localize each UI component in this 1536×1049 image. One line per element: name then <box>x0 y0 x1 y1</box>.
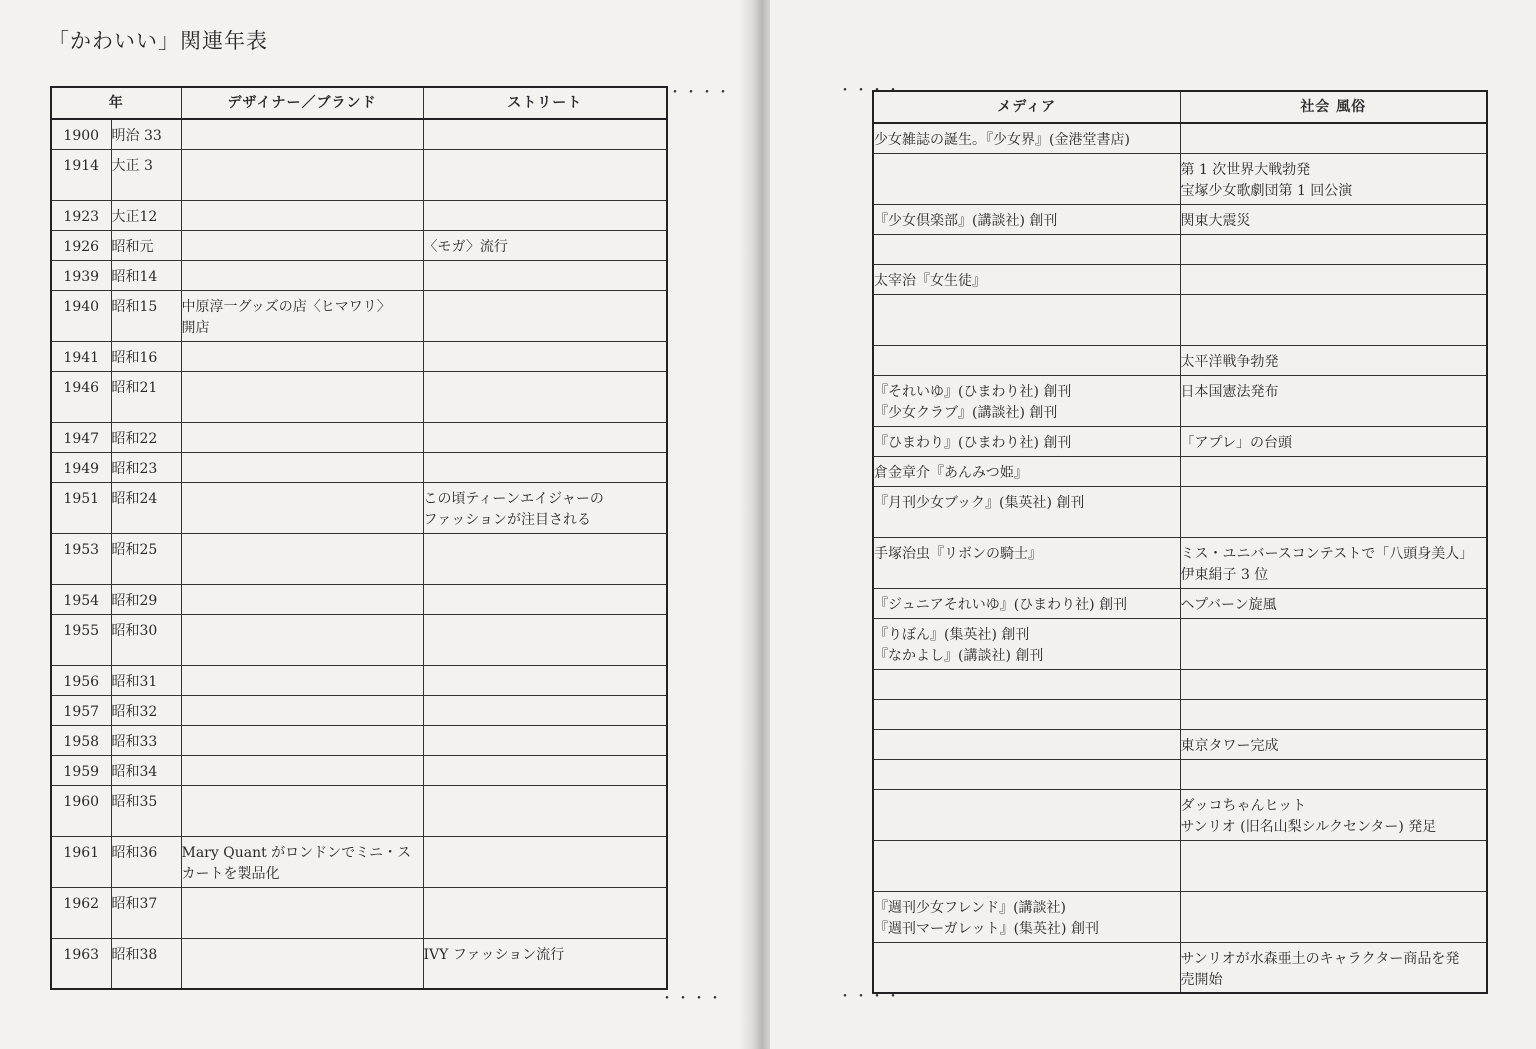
media-cell: 『少女倶楽部』(講談社) 創刊 <box>873 204 1180 234</box>
era-cell: 昭和33 <box>111 725 181 755</box>
street-cell <box>423 665 667 695</box>
table-row-right <box>873 456 1487 486</box>
designer-cell <box>181 260 423 290</box>
society-cell <box>1180 618 1487 669</box>
table-row-right <box>873 486 1487 537</box>
header-designer: デザイナー／ブランド <box>181 87 423 119</box>
era-cell: 明治 33 <box>111 119 181 149</box>
year-cell: 1961 <box>51 836 111 887</box>
year-cell: 1949 <box>51 452 111 482</box>
street-cell <box>423 836 667 887</box>
year-cell: 1947 <box>51 422 111 452</box>
society-cell: ダッコちゃんヒット サンリオ (旧名山梨シルクセンター) 発足 <box>1180 789 1487 840</box>
era-cell: 昭和38 <box>111 938 181 989</box>
header-year: 年 <box>51 87 181 119</box>
table-row <box>51 938 667 989</box>
table-row-right <box>873 759 1487 789</box>
table-row <box>51 584 667 614</box>
designer-cell <box>181 482 423 533</box>
street-cell: 〈モガ〉流行 <box>423 230 667 260</box>
street-cell <box>423 725 667 755</box>
year-cell: 1923 <box>51 200 111 230</box>
media-cell <box>873 153 1180 204</box>
designer-cell <box>181 584 423 614</box>
society-cell <box>1180 294 1487 345</box>
table-row <box>51 119 667 149</box>
street-cell <box>423 695 667 725</box>
left-table-body <box>51 119 667 989</box>
street-cell <box>423 614 667 665</box>
year-cell: 1939 <box>51 260 111 290</box>
table-row-right <box>873 537 1487 588</box>
era-cell: 昭和31 <box>111 665 181 695</box>
society-cell <box>1180 264 1487 294</box>
year-cell: 1941 <box>51 341 111 371</box>
society-cell: 日本国憲法発布 <box>1180 375 1487 426</box>
street-cell <box>423 200 667 230</box>
media-cell <box>873 699 1180 729</box>
era-cell: 昭和22 <box>111 422 181 452</box>
header-row-right <box>873 91 1487 123</box>
media-cell: 『週刊少女フレンド』(講談社) 『週刊マーガレット』(集英社) 創刊 <box>873 891 1180 942</box>
media-cell <box>873 729 1180 759</box>
header-street: ストリート <box>423 87 667 119</box>
era-cell: 昭和30 <box>111 614 181 665</box>
table-row <box>51 755 667 785</box>
table-row-right <box>873 669 1487 699</box>
table-row <box>51 695 667 725</box>
table-row-right <box>873 699 1487 729</box>
media-cell: 少女雑誌の誕生。『少女界』(金港堂書店) <box>873 123 1180 153</box>
year-cell: 1946 <box>51 371 111 422</box>
right-table-body <box>873 123 1487 993</box>
media-cell <box>873 234 1180 264</box>
year-cell: 1963 <box>51 938 111 989</box>
table-row <box>51 149 667 200</box>
designer-cell <box>181 614 423 665</box>
year-cell: 1951 <box>51 482 111 533</box>
media-cell: 『ジュニアそれいゆ』(ひまわり社) 創刊 <box>873 588 1180 618</box>
designer-cell <box>181 533 423 584</box>
designer-cell <box>181 149 423 200</box>
header-society: 社会 風俗 <box>1180 91 1487 123</box>
table-row <box>51 260 667 290</box>
continuation-mark-bottom: ・・・・ <box>660 991 724 1007</box>
year-cell: 1959 <box>51 755 111 785</box>
era-cell: 大正12 <box>111 200 181 230</box>
table-row <box>51 200 667 230</box>
era-cell: 昭和25 <box>111 533 181 584</box>
era-cell: 大正 3 <box>111 149 181 200</box>
year-cell: 1956 <box>51 665 111 695</box>
society-cell: 太平洋戦争勃発 <box>1180 345 1487 375</box>
street-cell: IVY ファッション流行 <box>423 938 667 989</box>
society-cell: サンリオが水森亜土のキャラクター商品を発 売開始 <box>1180 942 1487 993</box>
year-cell: 1900 <box>51 119 111 149</box>
designer-cell <box>181 371 423 422</box>
table-row <box>51 614 667 665</box>
street-cell <box>423 290 667 341</box>
timeline-table-left <box>50 86 668 990</box>
society-cell <box>1180 456 1487 486</box>
street-cell <box>423 119 667 149</box>
table-row-right <box>873 789 1487 840</box>
designer-cell <box>181 119 423 149</box>
table-row-right <box>873 234 1487 264</box>
street-cell <box>423 533 667 584</box>
table-row-right <box>873 840 1487 891</box>
society-cell <box>1180 891 1487 942</box>
era-cell: 昭和24 <box>111 482 181 533</box>
continuation-mark-top: ・・・・ <box>668 85 732 101</box>
table-row-right <box>873 891 1487 942</box>
year-cell: 1914 <box>51 149 111 200</box>
year-cell: 1926 <box>51 230 111 260</box>
society-cell: 東京タワー完成 <box>1180 729 1487 759</box>
designer-cell <box>181 422 423 452</box>
society-cell: 「アプレ」の台頭 <box>1180 426 1487 456</box>
era-cell: 昭和29 <box>111 584 181 614</box>
page-title: 「かわいい」関連年表 <box>48 29 268 53</box>
media-cell <box>873 294 1180 345</box>
timeline-table-right <box>872 90 1488 994</box>
media-cell <box>873 345 1180 375</box>
table-row-right <box>873 153 1487 204</box>
society-cell <box>1180 234 1487 264</box>
table-row-right <box>873 588 1487 618</box>
table-row-right <box>873 729 1487 759</box>
designer-cell <box>181 230 423 260</box>
society-cell: ミス・ユニバースコンテストで「八頭身美人」 伊東絹子 3 位 <box>1180 537 1487 588</box>
era-cell: 昭和15 <box>111 290 181 341</box>
society-cell: 第 1 次世界大戦勃発 宝塚少女歌劇団第 1 回公演 <box>1180 153 1487 204</box>
table-row <box>51 290 667 341</box>
society-cell <box>1180 669 1487 699</box>
header-media: メディア <box>873 91 1180 123</box>
table-row-right <box>873 375 1487 426</box>
header-row <box>51 87 667 119</box>
table-row <box>51 533 667 584</box>
table-row <box>51 452 667 482</box>
table-row-right <box>873 294 1487 345</box>
society-cell <box>1180 759 1487 789</box>
designer-cell: Mary Quant がロンドンでミニ・ス カートを製品化 <box>181 836 423 887</box>
year-cell: 1940 <box>51 290 111 341</box>
designer-cell <box>181 341 423 371</box>
table-row <box>51 230 667 260</box>
street-cell <box>423 422 667 452</box>
media-cell <box>873 669 1180 699</box>
table-row <box>51 341 667 371</box>
table-row <box>51 371 667 422</box>
society-cell: ヘプバーン旋風 <box>1180 588 1487 618</box>
table-row-right <box>873 264 1487 294</box>
media-cell: 『ひまわり』(ひまわり社) 創刊 <box>873 426 1180 456</box>
era-cell: 昭和34 <box>111 755 181 785</box>
street-cell <box>423 887 667 938</box>
table-row-right <box>873 345 1487 375</box>
era-cell: 昭和14 <box>111 260 181 290</box>
designer-cell <box>181 665 423 695</box>
era-cell: 昭和37 <box>111 887 181 938</box>
table-row-right <box>873 204 1487 234</box>
society-cell <box>1180 699 1487 729</box>
designer-cell: 中原淳一グッズの店〈ヒマワリ〉 開店 <box>181 290 423 341</box>
table-row <box>51 665 667 695</box>
table-row <box>51 725 667 755</box>
table-row-right <box>873 618 1487 669</box>
designer-cell <box>181 725 423 755</box>
year-cell: 1953 <box>51 533 111 584</box>
year-cell: 1960 <box>51 785 111 836</box>
era-cell: 昭和32 <box>111 695 181 725</box>
continuation-mark-top-right: ・・・・ <box>838 83 902 99</box>
table-row <box>51 836 667 887</box>
era-cell: 昭和元 <box>111 230 181 260</box>
media-cell: 『それいゆ』(ひまわり社) 創刊 『少女クラブ』(講談社) 創刊 <box>873 375 1180 426</box>
media-cell: 倉金章介『あんみつ姫』 <box>873 456 1180 486</box>
designer-cell <box>181 887 423 938</box>
street-cell <box>423 341 667 371</box>
society-cell <box>1180 123 1487 153</box>
designer-cell <box>181 938 423 989</box>
year-cell: 1958 <box>51 725 111 755</box>
era-cell: 昭和23 <box>111 452 181 482</box>
street-cell <box>423 584 667 614</box>
table-row <box>51 887 667 938</box>
designer-cell <box>181 695 423 725</box>
society-cell <box>1180 840 1487 891</box>
designer-cell <box>181 200 423 230</box>
left-page <box>0 0 754 1049</box>
street-cell <box>423 371 667 422</box>
media-cell <box>873 942 1180 993</box>
era-cell: 昭和21 <box>111 371 181 422</box>
media-cell <box>873 759 1180 789</box>
designer-cell <box>181 785 423 836</box>
media-cell: 手塚治虫『リボンの騎士』 <box>873 537 1180 588</box>
street-cell <box>423 260 667 290</box>
designer-cell <box>181 452 423 482</box>
table-row-right <box>873 942 1487 993</box>
media-cell <box>873 789 1180 840</box>
society-cell: 関東大震災 <box>1180 204 1487 234</box>
year-cell: 1962 <box>51 887 111 938</box>
year-cell: 1954 <box>51 584 111 614</box>
media-cell: 『りぼん』(集英社) 創刊 『なかよし』(講談社) 創刊 <box>873 618 1180 669</box>
continuation-mark-bottom-right: ・・・・ <box>838 989 902 1005</box>
street-cell <box>423 755 667 785</box>
street-cell <box>423 452 667 482</box>
era-cell: 昭和35 <box>111 785 181 836</box>
street-cell <box>423 785 667 836</box>
media-cell: 太宰治『女生徒』 <box>873 264 1180 294</box>
media-cell <box>873 840 1180 891</box>
table-row <box>51 422 667 452</box>
street-cell <box>423 149 667 200</box>
year-cell: 1955 <box>51 614 111 665</box>
table-row-right <box>873 426 1487 456</box>
era-cell: 昭和36 <box>111 836 181 887</box>
table-row <box>51 785 667 836</box>
media-cell: 『月刊少女ブック』(集英社) 創刊 <box>873 486 1180 537</box>
table-row <box>51 482 667 533</box>
era-cell: 昭和16 <box>111 341 181 371</box>
table-row-right <box>873 123 1487 153</box>
designer-cell <box>181 755 423 785</box>
year-cell: 1957 <box>51 695 111 725</box>
street-cell: この頃ティーンエイジャーの ファッションが注目される <box>423 482 667 533</box>
society-cell <box>1180 486 1487 537</box>
